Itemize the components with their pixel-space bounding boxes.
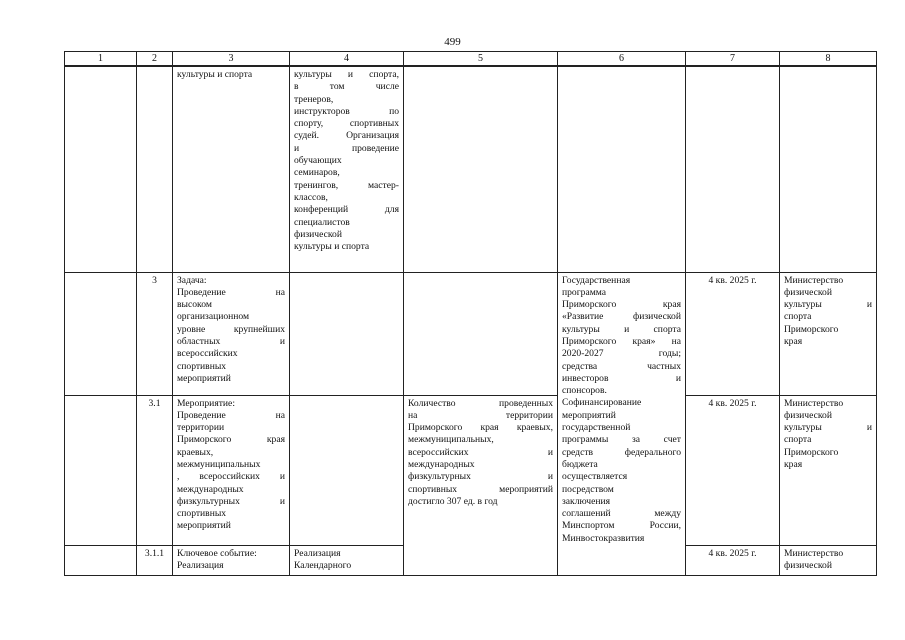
text-line: достигло 307 ед. в год	[408, 495, 498, 507]
text-line: Минвостокразвития	[562, 532, 645, 544]
text-line: Приморского края	[562, 299, 681, 311]
text-line: областных и	[177, 335, 285, 347]
text-line: спортивных	[177, 508, 227, 520]
cell-deadline: 4 кв. 2025 г.	[686, 395, 780, 545]
text-line: всероссийских и	[408, 446, 553, 458]
text-line: организационном	[177, 311, 250, 323]
text-line: обучающих	[294, 155, 342, 167]
text-line: программа	[562, 286, 607, 298]
cell-item-number: 3	[137, 272, 173, 395]
text-line: «Развитие физической	[562, 311, 681, 323]
text-line: культуры и спорта	[294, 241, 370, 253]
cell-responsible	[780, 545, 877, 575]
cell-col1	[65, 272, 137, 395]
table-row	[65, 272, 877, 395]
cell-col1	[65, 545, 137, 575]
text-line: в том числе	[294, 81, 399, 93]
text-line: спорта	[784, 311, 812, 323]
text-line: , всероссийских и	[177, 471, 285, 483]
cell-deadline: 4 кв. 2025 г.	[686, 272, 780, 395]
column-number: 5	[404, 52, 558, 67]
text-line: физической	[784, 286, 832, 298]
table-row	[65, 66, 877, 272]
text-line: заключения	[562, 495, 611, 507]
cell-deadline: 4 кв. 2025 г.	[686, 545, 780, 575]
cell-result	[404, 272, 558, 395]
text-line: межмуниципальных	[177, 458, 261, 470]
text-line: высоком	[177, 299, 212, 311]
column-number: 7	[686, 52, 780, 67]
text-line: государственной	[562, 422, 631, 434]
cell-responsible	[780, 66, 877, 272]
cell-task-description	[173, 272, 290, 395]
cell-result	[404, 66, 558, 272]
text-line: Приморского края	[177, 434, 285, 446]
text-line: спонсоров.	[562, 385, 607, 397]
text-line: культуры и	[784, 299, 872, 311]
cell-task-description	[173, 395, 290, 545]
text-line: всероссийских	[177, 348, 238, 360]
text-line: Приморского	[784, 446, 839, 458]
cell-task-description	[173, 66, 290, 272]
text-line: Мероприятие:	[177, 397, 235, 409]
cell-col1	[65, 395, 137, 545]
text-line: специалистов	[294, 216, 350, 228]
text-line: Проведение на	[177, 286, 285, 298]
table-row	[65, 395, 877, 545]
text-line: осуществляется	[562, 471, 628, 483]
text-line: инструкторов по	[294, 105, 399, 117]
text-line: инвесторов и	[562, 372, 681, 384]
text-line: судей. Организация	[294, 130, 399, 142]
text-line: края	[784, 458, 803, 470]
text-line: спортивных	[177, 360, 227, 372]
text-line: на территории	[408, 409, 553, 421]
cell-task-description	[173, 545, 290, 575]
text-line: классов,	[294, 191, 328, 203]
text-line: мероприятий	[562, 409, 616, 421]
text-line: Приморского	[784, 323, 839, 335]
text-line: Реализация	[294, 547, 341, 559]
text-line: Проведение на	[177, 409, 285, 421]
text-line: культуры и спорта	[562, 323, 681, 335]
text-line: Реализация	[177, 559, 224, 571]
text-line: Задача:	[177, 274, 207, 286]
cell-responsible	[780, 272, 877, 395]
text-line: края	[784, 335, 803, 347]
cell-item-number: 3.1.1	[137, 545, 173, 575]
text-line: Минспортом России,	[562, 520, 681, 532]
text-line: физкультурных и	[408, 471, 553, 483]
text-line: и проведение	[294, 142, 399, 154]
text-line: международных	[177, 483, 244, 495]
text-line: программы за счет	[562, 434, 681, 446]
cell-event-description	[290, 545, 404, 575]
text-line: уровне крупнейших	[177, 323, 285, 335]
column-number: 6	[558, 52, 686, 67]
text-line: спортивных мероприятий	[408, 483, 553, 495]
text-line: культуры и спорта,	[294, 69, 399, 80]
text-line: Министерство	[784, 547, 844, 559]
text-line: культуры и	[784, 422, 872, 434]
text-line: семинаров,	[294, 167, 340, 179]
text-line: физкультурных и	[177, 495, 285, 507]
text-line: Приморского края краевых,	[408, 422, 553, 434]
text-line: Календарного	[294, 559, 352, 571]
column-number: 1	[65, 52, 137, 67]
text-line: спорту, спортивных	[294, 118, 399, 130]
cell-event-description	[290, 395, 404, 545]
cell-event-description	[290, 272, 404, 395]
text-line: мероприятий	[177, 520, 231, 532]
text-line: тренеров,	[294, 93, 334, 105]
text-line: международных	[408, 458, 475, 470]
text-line: межмуниципальных,	[408, 434, 494, 446]
text-line: культуры и спорта	[177, 69, 253, 80]
cell-deadline	[686, 66, 780, 272]
document-table	[64, 51, 877, 576]
text-line: соглашений между	[562, 508, 681, 520]
text-line: Министерство	[784, 274, 844, 286]
text-line: средств федерального	[562, 446, 681, 458]
column-number: 8	[780, 52, 877, 67]
text-line: посредством	[562, 483, 614, 495]
text-line: физической	[784, 409, 832, 421]
text-line: мероприятий	[177, 372, 231, 384]
text-line: Ключевое событие:	[177, 547, 257, 559]
text-line: Количество проведенных	[408, 397, 553, 409]
cell-funding	[558, 272, 686, 575]
cell-result	[404, 395, 558, 575]
text-line: спорта	[784, 434, 812, 446]
text-line: Приморского края» на	[562, 335, 681, 347]
text-line: Министерство	[784, 397, 844, 409]
cell-col1	[65, 66, 137, 272]
column-number: 3	[173, 52, 290, 67]
column-number: 2	[137, 52, 173, 67]
text-line: краевых,	[177, 446, 214, 458]
text-line: конференций для	[294, 204, 399, 216]
text-line: средства частных	[562, 360, 681, 372]
text-line: бюджета	[562, 458, 598, 470]
text-line: Софинансирование	[562, 397, 642, 409]
text-line: физической	[784, 559, 832, 571]
text-line: территории	[177, 422, 225, 434]
cell-event-description	[290, 66, 404, 272]
cell-responsible	[780, 395, 877, 545]
column-number-header	[65, 52, 877, 67]
cell-funding	[558, 66, 686, 272]
page-number: 499	[444, 36, 461, 48]
text-line: 2020-2027 годы;	[562, 348, 681, 360]
text-line: Государственная	[562, 274, 631, 286]
text-line: физической	[294, 228, 342, 240]
cell-item-number: 3.1	[137, 395, 173, 545]
column-number: 4	[290, 52, 404, 67]
cell-item-number	[137, 66, 173, 272]
text-line: тренингов, мастер-	[294, 179, 399, 191]
